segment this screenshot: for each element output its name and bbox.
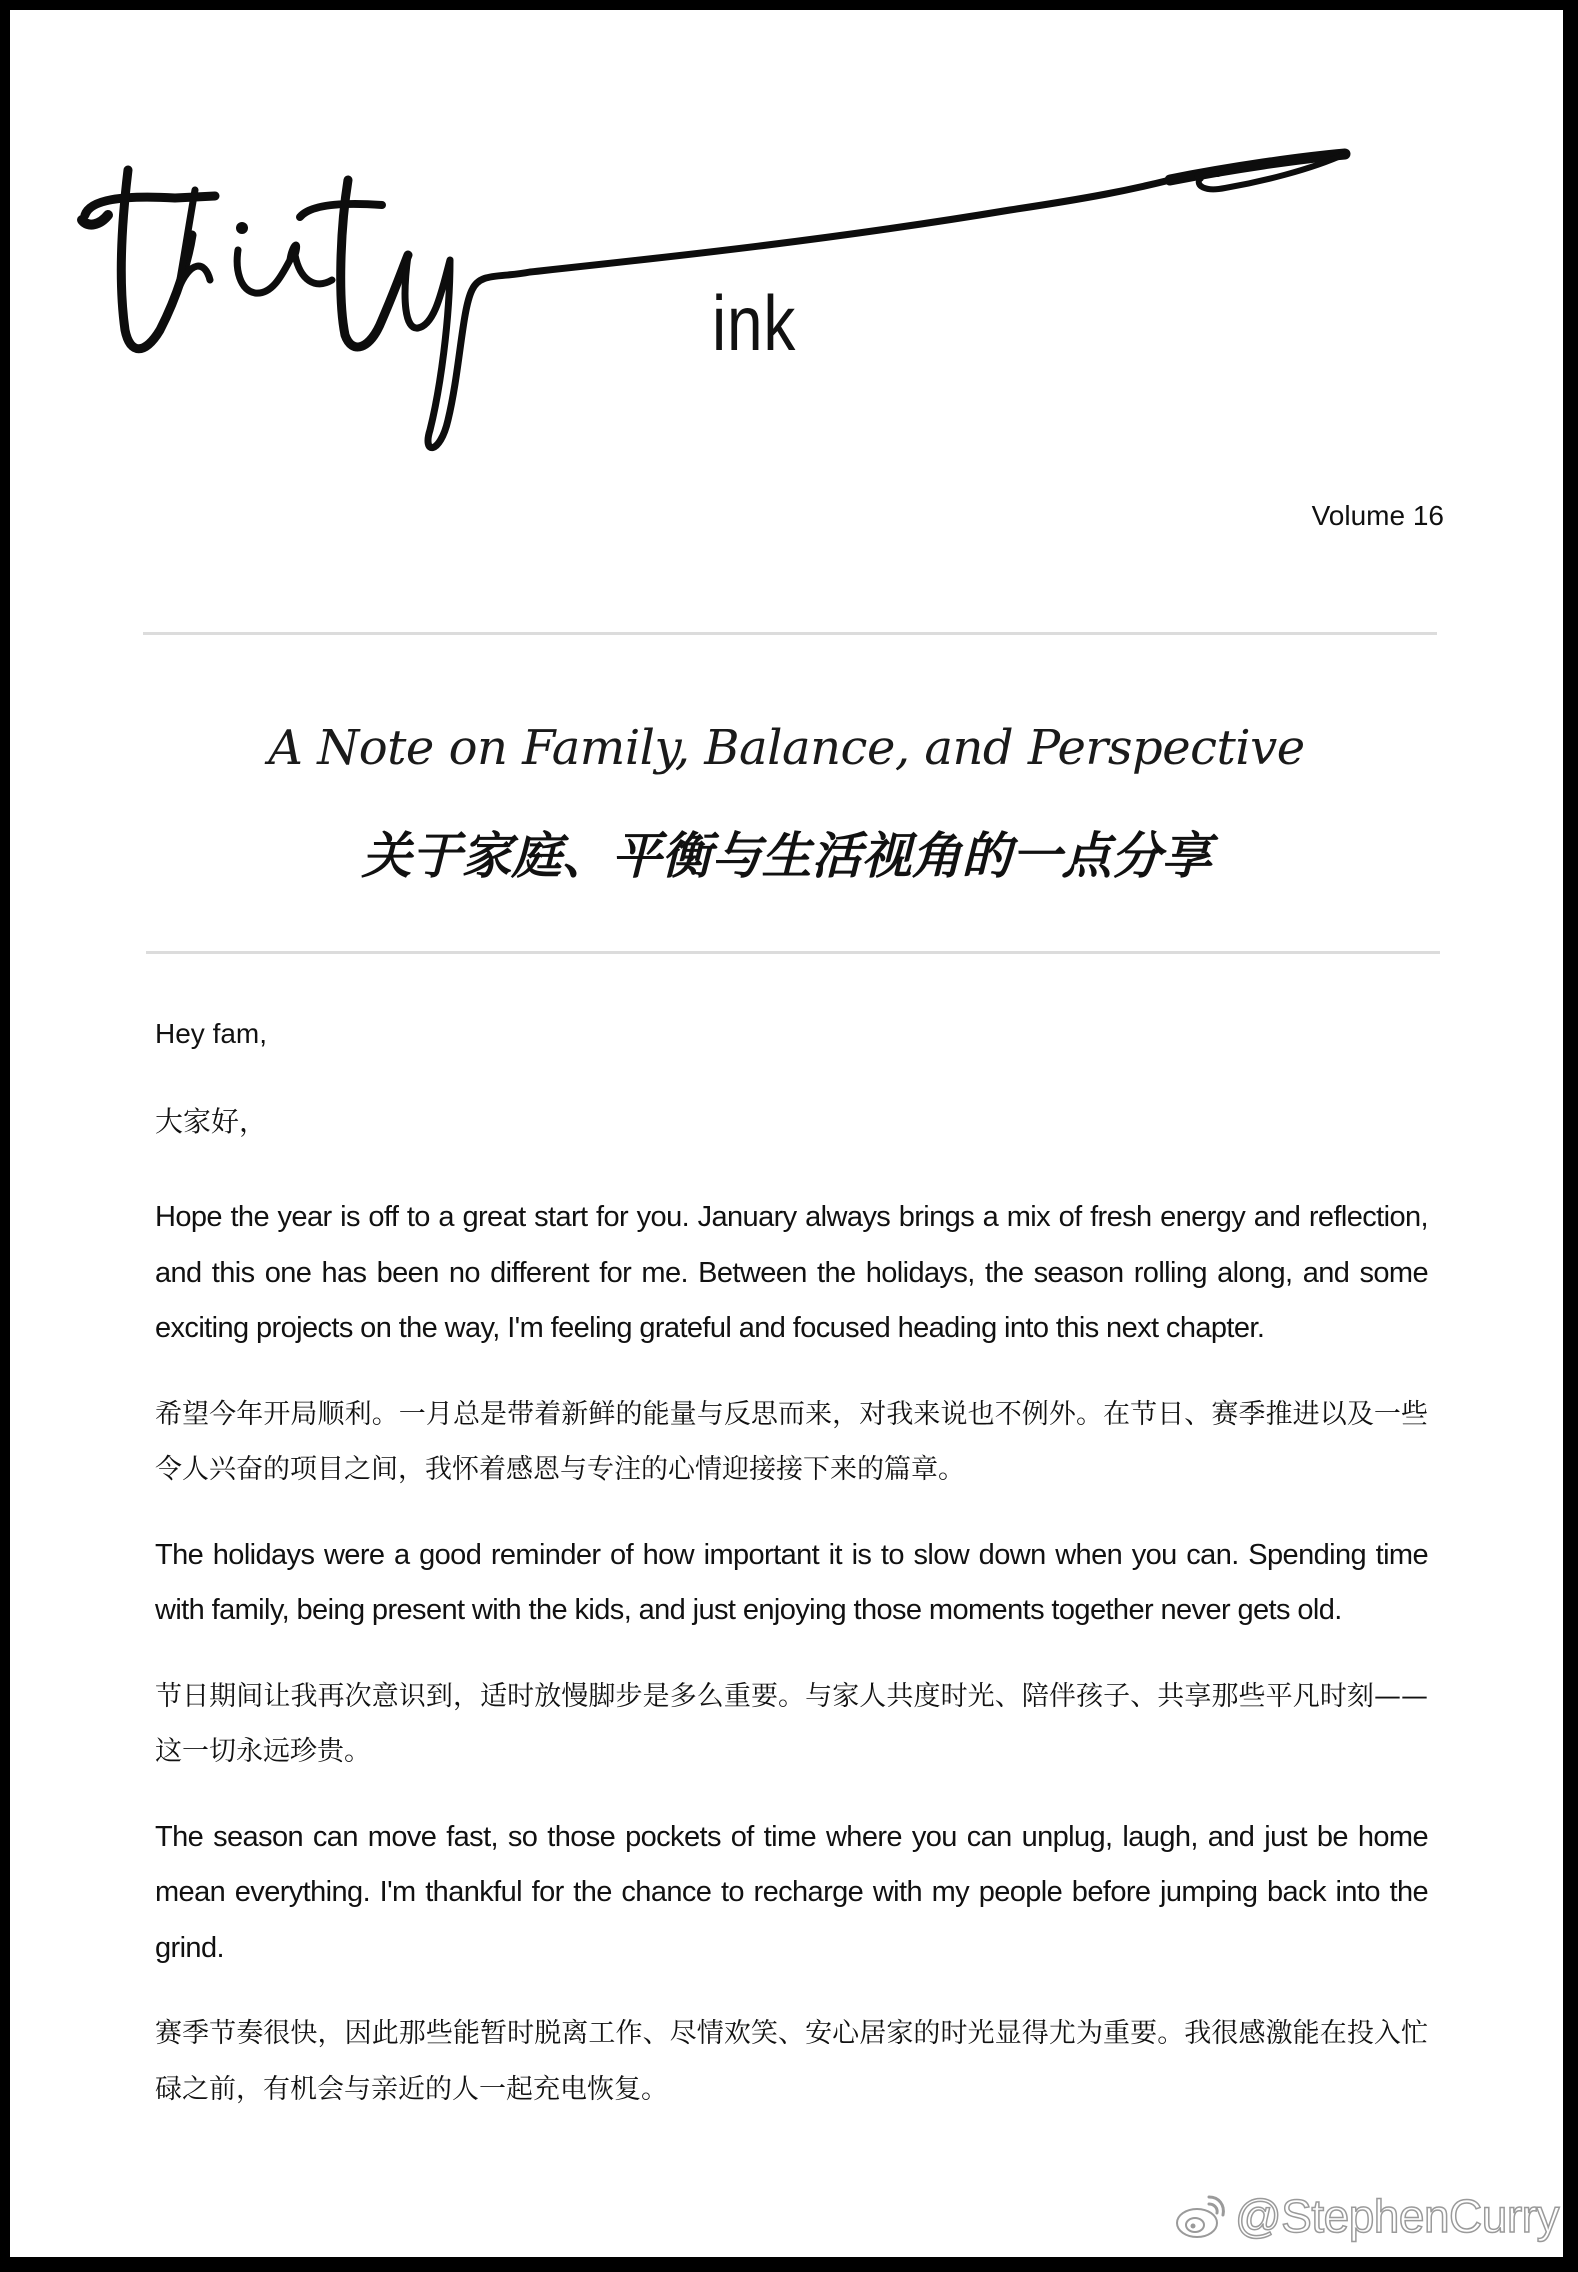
- title-chinese: 关于家庭、平衡与生活视角的一点分享: [361, 827, 1212, 885]
- divider-bottom: [146, 951, 1440, 954]
- weibo-icon: [1173, 2191, 1229, 2241]
- paragraph-3-chinese: 赛季节奏很快，因此那些能暂时脱离工作、尽情欢笑、安心居家的时光显得尤为重要。我很感激能在投入忙碌之前，有机会与亲近的人一起充电恢复。: [155, 2018, 1428, 2105]
- paragraph-1-english: Hope the year is off to a great start for you. January always brings a mix of fresh energy and reflection, and this one has been no different for me. Between the holidays, the season rolling along, and some exciting projects on the way, I'm feeling grateful and focused heading into this next chapter.: [155, 1201, 1428, 1344]
- paragraph-2-english: The holidays were a good reminder of how important it is to slow down when you can. Spending time with family, being present with the kids, and just enjoying those moments together never gets old.: [155, 1538, 1428, 1626]
- thirty-script-logo-icon: [10, 10, 1563, 470]
- newsletter-page: [10, 10, 1563, 2257]
- paragraph-1-chinese: 希望今年开局顺利。一月总是带着新鲜的能量与反思而来，对我来说也不例外。在节日、赛季推进以及一些令人兴奋的项目之间，我怀着感恩与专注的心情迎接接下来的篇章。: [155, 1398, 1428, 1485]
- volume-label: Volume 16: [1311, 500, 1444, 531]
- paragraph-2-chinese: 节日期间让我再次意识到，适时放慢脚步是多么重要。与家人共度时光、陪伴孩子、共享那些平凡时刻——这一切永远珍贵。: [155, 1680, 1428, 1767]
- paragraph-3-english: The season can move fast, so those pockets of time where you can unplug, laugh, and just be home mean everything. I'm thankful for the chance to recharge with my people before jumping back into the grind.: [155, 1820, 1428, 1964]
- weibo-watermark: [1173, 2187, 1563, 2245]
- logo-ink-text: ink: [712, 279, 797, 367]
- thirty-ink-logo: [10, 10, 1563, 470]
- watermark-handle: @StephenCurry: [1234, 2190, 1559, 2242]
- greeting-english: Hey fam,: [155, 1018, 268, 1049]
- divider-top: [143, 632, 1437, 635]
- letter-body: [155, 1014, 1428, 2117]
- greeting-chinese: 大家好，: [155, 1106, 268, 1137]
- title-english: A Note on Family, Balance, and Perspective: [268, 720, 1305, 776]
